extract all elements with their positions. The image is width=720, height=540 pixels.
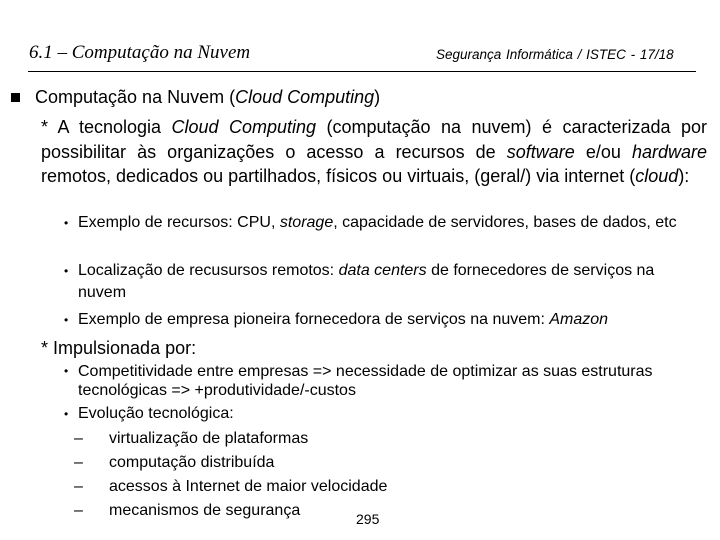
list-item-text <box>64 309 704 331</box>
square-bullet-icon <box>11 93 20 102</box>
dash-icon: – <box>74 502 83 519</box>
list-item-text <box>64 212 704 234</box>
heading-text-c: ) <box>374 87 381 107</box>
course-info: Segurança Informática / ISTEC - 17/18 <box>436 47 674 62</box>
drivers-heading: * Impulsionada por: <box>41 338 197 358</box>
dash-icon: – <box>74 478 83 495</box>
item-text: Exemplo de recursos: CPU, <box>78 214 280 231</box>
list-item-location <box>64 260 704 304</box>
para-text: (computação na nuvem) é caracterizada por possibilitar às organizações o acesso a recursos de <box>41 117 707 162</box>
dash-item-text: computação distribuída <box>109 454 275 471</box>
heading-text-a: Computação na Nuvem ( <box>35 87 236 107</box>
list-item-example <box>64 309 704 331</box>
bullet-icon: • <box>64 407 69 421</box>
item-text: Exemplo de empresa pioneira fornecedora de serviços na nuvem: <box>78 311 550 328</box>
item-italic: storage <box>279 214 334 231</box>
item-text: , capacidade de servidores, bases de dados, etc <box>333 214 677 231</box>
list-item-text: Evolução tecnológica: <box>78 405 234 422</box>
para-italic: software <box>506 141 575 162</box>
list-item-text <box>64 260 704 304</box>
dash-item <box>74 476 387 498</box>
para-text: e/ou <box>574 141 632 162</box>
definition-paragraph <box>41 115 707 189</box>
item-italic: data centers <box>338 262 427 279</box>
dash-item <box>74 500 300 522</box>
item-text: de fornecedores de serviços na nuvem <box>78 262 655 301</box>
para-text: ): <box>678 166 690 186</box>
para-italic: cloud <box>635 166 679 186</box>
list-item-competitiveness <box>64 362 704 400</box>
dash-item-text: mecanismos de segurança <box>109 502 301 519</box>
header-divider <box>28 71 696 72</box>
main-heading <box>35 86 380 108</box>
item-italic: Amazon <box>549 311 609 328</box>
para-text: * A tecnologia <box>41 117 172 137</box>
dash-item-text: acessos à Internet de maior velocidade <box>109 478 388 495</box>
list-item-resources <box>64 212 704 234</box>
item-text: Localização de recusursos remotos: <box>78 262 339 279</box>
dash-item <box>74 428 308 450</box>
dash-icon: – <box>74 454 83 471</box>
para-text: remotos, dedicados ou partilhados, físicos ou virtuais, (geral/) via internet ( <box>41 166 636 186</box>
bullet-icon: • <box>64 264 69 278</box>
dash-item-text: virtualização de plataformas <box>109 430 309 447</box>
list-item-text: Competitividade entre empresas => necessidade de optimizar as suas estruturas tecnológicas => +produtividade/-custos <box>78 363 653 399</box>
para-italic: Cloud Computing <box>171 117 317 137</box>
para-italic: hardware <box>631 141 707 162</box>
list-item-evolution <box>64 403 704 425</box>
heading-text-b: Cloud Computing <box>235 87 375 107</box>
bullet-icon: • <box>64 364 69 378</box>
dash-icon: – <box>74 430 83 447</box>
bullet-icon: • <box>64 313 69 327</box>
dash-item <box>74 452 274 474</box>
page-number: 295 <box>356 511 380 527</box>
slide-title: 6.1 – Computação na Nuvem <box>29 42 251 63</box>
bullet-icon: • <box>64 216 69 230</box>
